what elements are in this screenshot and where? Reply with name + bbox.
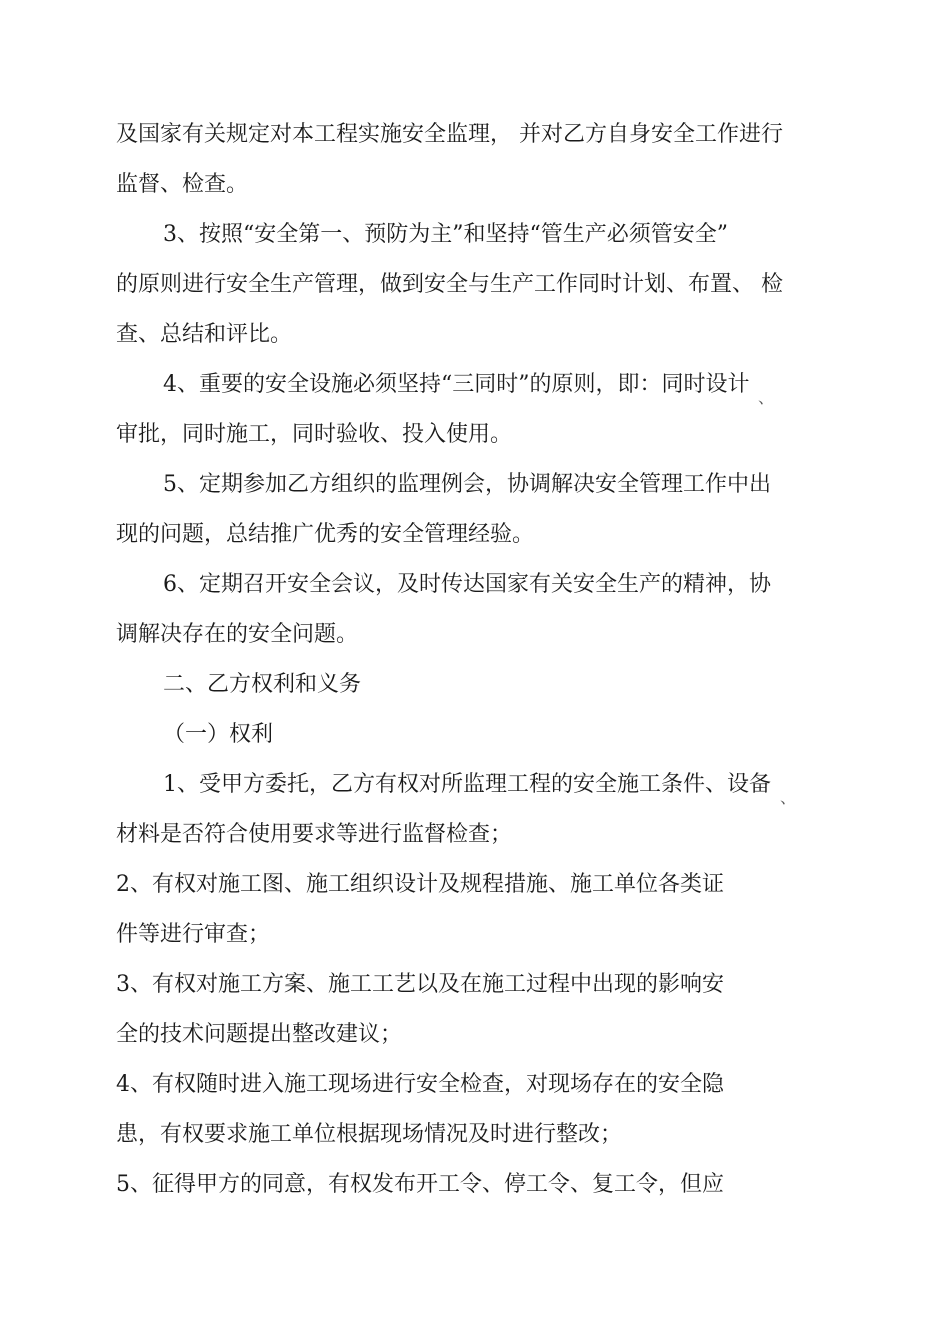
text-line: 查、总结和评比。 [116, 322, 293, 347]
text-line: 审批，同时施工，同时验收、投入使用。 [116, 422, 513, 447]
text-line: 6、定期召开安全会议，及时传达国家有关安全生产的精神，协 [163, 572, 771, 597]
text-line: 1、受甲方委托，乙方有权对所监理工程的安全施工条件、设备 [163, 772, 771, 797]
text-line: 件等进行审查； [116, 922, 271, 947]
text-line: 监督、检查。 [116, 172, 249, 197]
text-line: 的原则进行安全生产管理，做到安全与生产工作同时计划、布置、 检 [116, 272, 783, 297]
text-line: 2、有权对施工图、施工组织设计及规程措施、施工单位各类证 [116, 872, 724, 897]
text-line: 现的问题，总结推广优秀的安全管理经验。 [116, 522, 535, 547]
section-heading: 二、乙方权利和义务 [163, 672, 362, 697]
text-line: 4、重要的安全设施必须坚持“三同时”的原则，即：同时设计 [163, 372, 750, 397]
subsection-heading: （一）权利 [163, 722, 274, 747]
text-line: 5、征得甲方的同意，有权发布开工令、停工令、复工令，但应 [116, 1172, 724, 1197]
text-line: 3、有权对施工方案、施工工艺以及在施工过程中出现的影响安 [116, 972, 724, 997]
text-line: 患，有权要求施工单位根据现场情况及时进行整改； [116, 1122, 623, 1147]
text-line: 调解决存在的安全问题。 [116, 622, 359, 647]
text-line: 4、有权随时进入施工现场进行安全检查，对现场存在的安全隐 [116, 1072, 724, 1097]
text-line: 5、定期参加乙方组织的监理例会，协调解决安全管理工作中出 [163, 472, 771, 497]
stray-mark: 、 [758, 388, 775, 407]
text-line: 及国家有关规定对本工程实施安全监理， 并对乙方自身安全工作进行 [116, 122, 783, 147]
text-line: 全的技术问题提出整改建议； [116, 1022, 403, 1047]
stray-mark: 、 [780, 788, 797, 807]
text-line: 材料是否符合使用要求等进行监督检查； [116, 822, 513, 847]
text-line: 3、按照“安全第一、预防为主”和坚持“管生产必须管安全” [163, 222, 728, 247]
